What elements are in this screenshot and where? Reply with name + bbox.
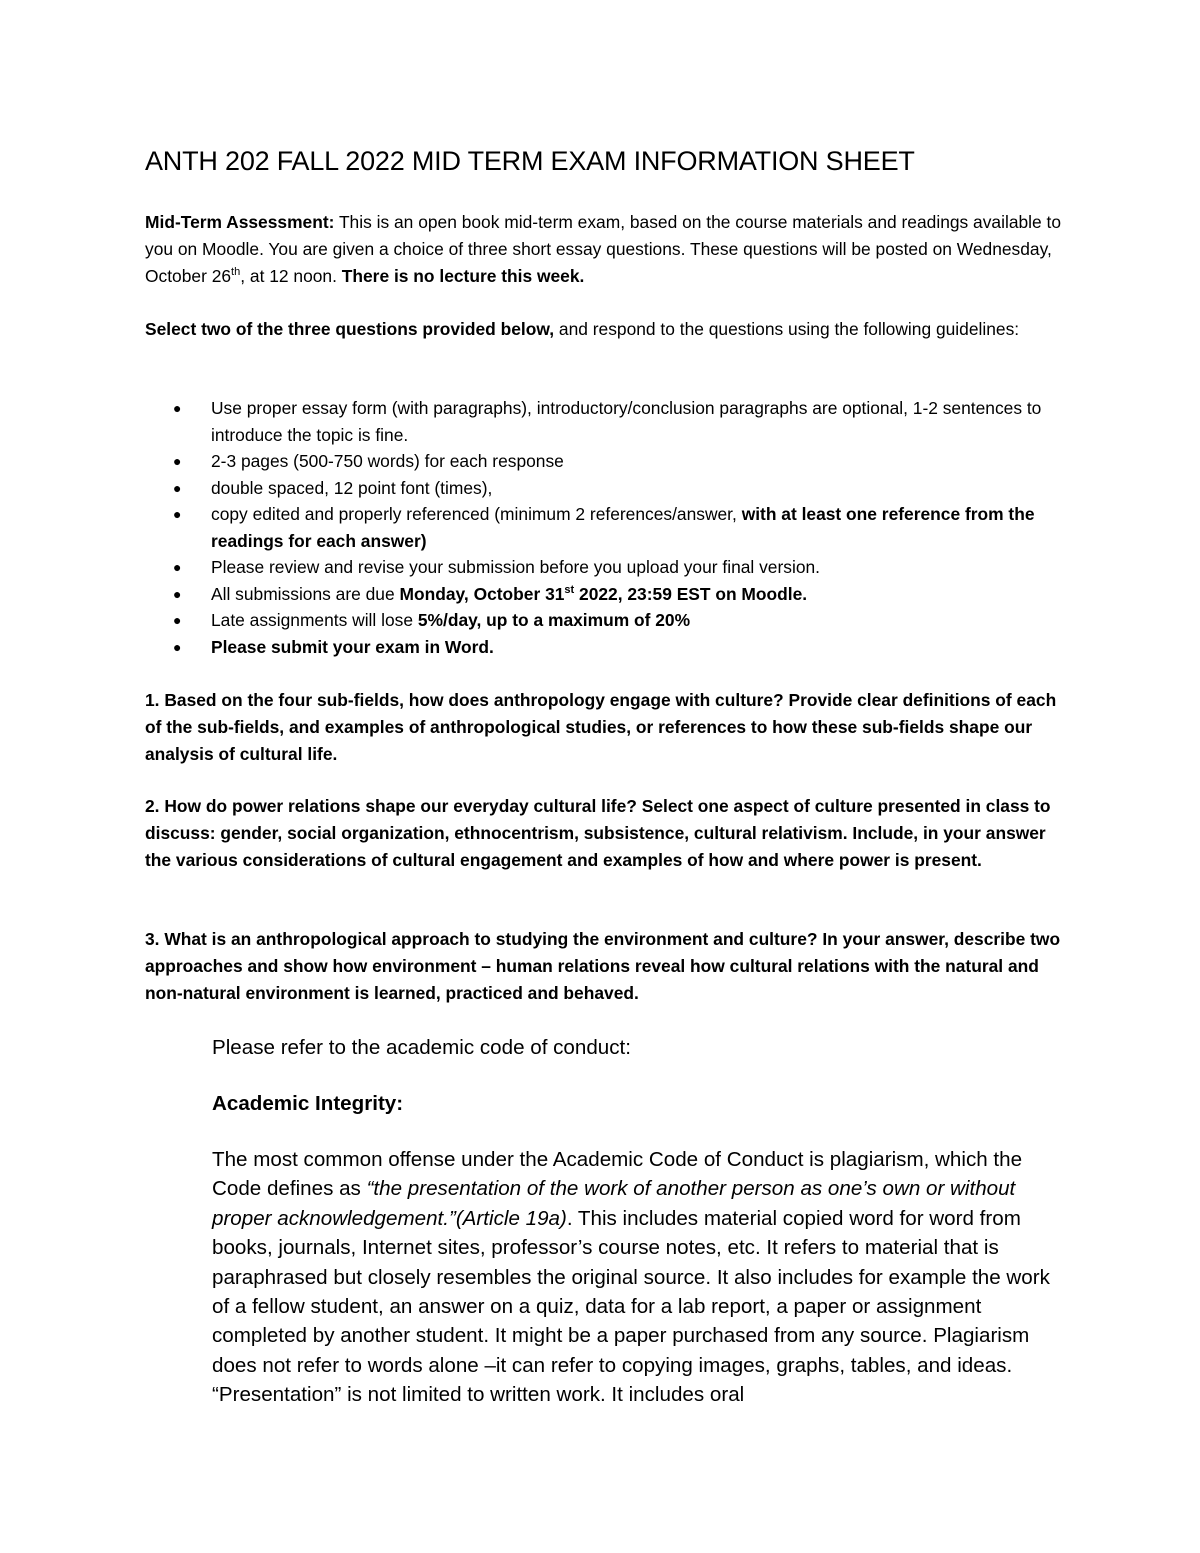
conduct-reference (212, 1033, 1072, 1062)
guideline-text: Please review and revise your submission before you upload your final version. (211, 557, 820, 577)
question-2 (145, 793, 1070, 874)
question-3 (145, 926, 1070, 1007)
code-quote: “the presentation of the work of another person as one’s own or without proper acknowledgement.”(Article 19a) (212, 1177, 1016, 1230)
intro-paragraph (145, 209, 1070, 290)
list-item (145, 395, 1070, 448)
question-1 (145, 687, 1070, 768)
bullet-icon: ● (173, 585, 182, 602)
bullet-icon: ● (173, 559, 182, 575)
intro-superscript: th (231, 266, 241, 278)
bullet-icon: ● (173, 453, 182, 469)
due-date-superscript: st (564, 583, 575, 596)
bullet-icon: ● (173, 400, 182, 416)
question-text: 3. What is an anthropological approach to studying the environment and culture? In your answer, describe two approaches and show how environment – human relations reveal how cultural relations with the natural and non-natural environment is learned, practiced and behaved. (145, 929, 1061, 1003)
bullet-icon: ● (173, 479, 182, 496)
bullet-icon: ● (173, 506, 182, 522)
conduct-refer-text: Please refer to the academic code of conduct: (212, 1036, 631, 1059)
due-date-time: 2022, 23:59 EST on Moodle. (574, 583, 808, 604)
guideline-text: copy edited and properly referenced (minimum 2 references/answer, (211, 504, 742, 524)
due-date: Monday, October 31 (399, 583, 565, 604)
guideline-text: Use proper essay form (with paragraphs), introductory/conclusion paragraphs are optional, 1-2 sentences to introduce the topic is fine. (211, 398, 1042, 445)
list-item (145, 475, 1070, 502)
list-item (145, 554, 1070, 581)
integrity-text-continued: . This includes material copied word for word from books, journals, Internet sites, professor’s course notes, etc. It refers to material that is paraphrased but closely resembles the original source. It also includes for example the work of a fellow student, an answer on a quiz, data for a lab report, a paper or assignment completed by another student. It might be a paper purchased from any source. Plagiarism does not refer to words alone –it can refer to copying images, graphs, tables, and ideas. “Presentation” is not limited to written work. It includes oral (212, 1206, 1050, 1407)
guideline-text: 2-3 pages (500-750 words) for each response (211, 451, 564, 471)
no-lecture-note: There is no lecture this week. (341, 266, 585, 286)
academic-integrity-heading (212, 1089, 1072, 1118)
list-item (145, 607, 1070, 634)
list-item (145, 634, 1070, 661)
guidelines-list (145, 395, 1070, 660)
bullet-icon: ● (173, 612, 182, 628)
late-penalty: 5%/day, up to a maximum of 20% (417, 610, 691, 630)
guideline-emphasis: with at least one reference from the readings for each answer) (211, 504, 1035, 551)
select-paragraph (145, 316, 1070, 343)
guideline-text: All submissions are due (211, 583, 400, 604)
guideline-text: double spaced, 12 point font (times), (211, 477, 493, 498)
section-heading: Academic Integrity: (212, 1092, 404, 1115)
integrity-text: The most common offense under the Academic Code of Conduct is plagiarism, which the Code defines as (212, 1148, 1023, 1201)
bullet-icon: ● (173, 638, 182, 655)
intro-text: This is an open book mid-term exam, based on the course materials and readings available to you on Moodle. You are given a choice of three short essay questions. These questions will be posted on Wednesday, October 26 (145, 212, 1062, 286)
page-title: ANTH 202 FALL 2022 MID TERM EXAM INFORMATION SHEET (145, 146, 915, 176)
intro-text-time: , at 12 noon. (240, 266, 342, 286)
list-item (145, 581, 1070, 608)
submit-format-note: Please submit your exam in Word. (211, 636, 494, 657)
guideline-text: Late assignments will lose (211, 610, 418, 630)
question-text: 2. How do power relations shape our everyday cultural life? Select one aspect of culture presented in class to discuss: gender, social organization, ethnocentrism, subsistence, cultural relativism. Include, in your answer the various considerations of cultural engagement and examples of how and where power is present. (145, 796, 1051, 870)
select-instruction: Select two of the three questions provided below, (145, 319, 555, 339)
select-text: and respond to the questions using the following guidelines: (554, 319, 1020, 339)
list-item (145, 448, 1070, 475)
academic-integrity-paragraph (212, 1145, 1072, 1410)
list-item (145, 501, 1070, 554)
question-text: 1. Based on the four sub-fields, how does anthropology engage with culture? Provide clear definitions of each of the sub-fields, and examples of anthropological studies, or references to how these sub-fields shape our analysis of cultural life. (145, 690, 1057, 764)
intro-label: Mid-Term Assessment: (145, 212, 335, 232)
